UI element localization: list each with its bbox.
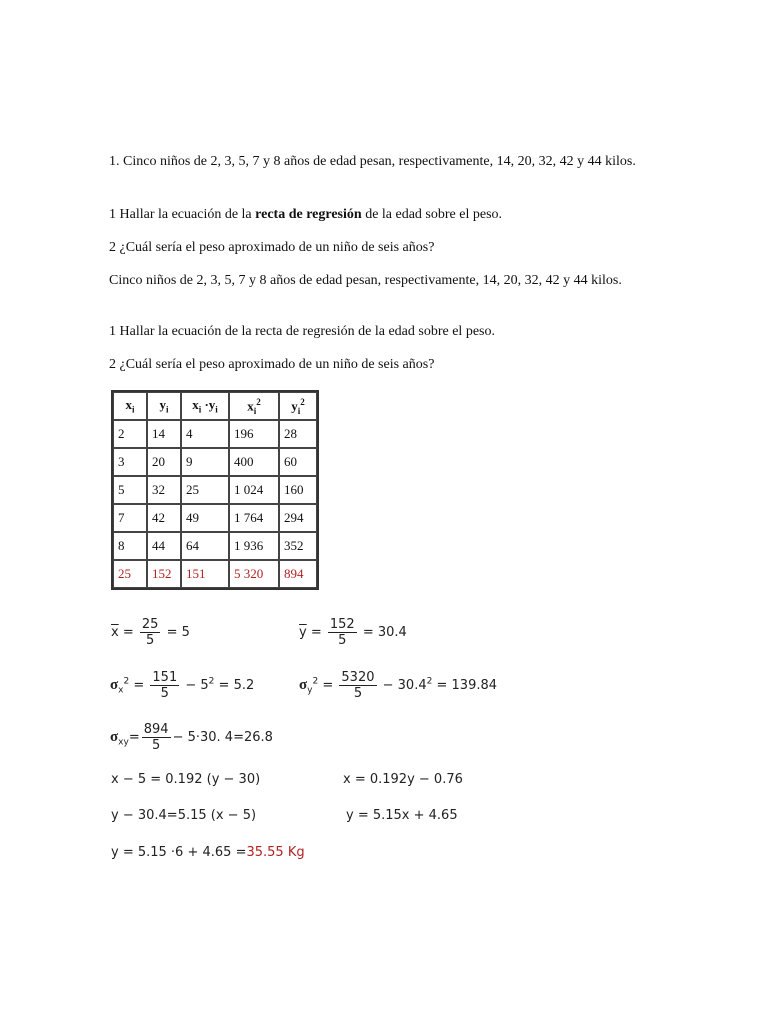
table-cell: 400 <box>229 448 279 476</box>
problem-statement-repeat: Cinco niños de 2, 3, 5, 7 y 8 años de edad pesan, respectivamente, 14, 20, 32, 42 y 44 kilos. <box>109 273 622 288</box>
task-2-repeat: 2 ¿Cuál sería el peso aproximado de un niño de seis años? <box>109 357 435 372</box>
total-cell: 5 320 <box>229 560 279 588</box>
task-1-repeat: 1 Hallar la ecuación de la recta de regresión de la edad sobre el peso. <box>109 324 495 339</box>
header-yi: $y_i$ <box>147 392 181 420</box>
total-cell: 151 <box>181 560 229 588</box>
regression-result-x: x = 0.192y − 0.76 <box>343 772 463 787</box>
total-cell: 894 <box>279 560 317 588</box>
regression-line-x-on-y: x − 5 = 0.192 (y − 30) <box>111 772 261 787</box>
data-table <box>111 390 319 590</box>
table-cell: 7 <box>113 504 147 532</box>
table-cell: 42 <box>147 504 181 532</box>
table-cell: 32 <box>147 476 181 504</box>
table-cell: 64 <box>181 532 229 560</box>
header-xiyi: $x_i \cdot y_i$ <box>181 392 229 420</box>
table-cell: 28 <box>279 420 317 448</box>
mean-x-formula: $\overline{x}$ = $\frac{25}{5}$ = 5 <box>111 617 190 648</box>
table-cell: 14 <box>147 420 181 448</box>
table-cell: 2 <box>113 420 147 448</box>
regression-result-y: y = 5.15x + 4.65 <box>346 808 458 823</box>
table-cell: 1 936 <box>229 532 279 560</box>
table-cell: 44 <box>147 532 181 560</box>
regression-line-y-on-x: y − 30.4=5.15 (x − 5) <box>111 808 257 823</box>
table-row <box>113 420 317 448</box>
table-cell: 352 <box>279 532 317 560</box>
table-row <box>113 476 317 504</box>
table-cell: 3 <box>113 448 147 476</box>
table-cell: 196 <box>229 420 279 448</box>
table-totals-row <box>113 560 317 588</box>
problem-statement: 1. Cinco niños de 2, 3, 5, 7 y 8 años de edad pesan, respectivamente, 14, 20, 32, 42 y 44 kilos. <box>109 154 636 169</box>
table-cell: 60 <box>279 448 317 476</box>
task-1-suffix: de la edad sobre el peso. <box>361 207 503 222</box>
table-cell: 1 024 <box>229 476 279 504</box>
task-1-prefix: 1 Hallar la ecuación de la <box>109 207 256 222</box>
sigma-symbol: σ <box>110 729 119 745</box>
total-cell: 152 <box>147 560 181 588</box>
header-xi: $x_i$ <box>113 392 147 420</box>
table-cell: 20 <box>147 448 181 476</box>
table-header-row <box>113 392 317 420</box>
table-cell: 9 <box>181 448 229 476</box>
table-cell: 1 764 <box>229 504 279 532</box>
header-xi2: $x_i^2$ <box>229 392 279 420</box>
variance-x-formula: $\sigma_x^2$ = $\frac{151}{5}$ − $5^2 = 5.2$ <box>110 670 255 701</box>
table-cell: 8 <box>113 532 147 560</box>
task-1-bold: recta de regresión <box>255 207 362 222</box>
total-cell: 25 <box>113 560 147 588</box>
header-yi2: $y_i^2$ <box>279 392 317 420</box>
table-cell: 160 <box>279 476 317 504</box>
variance-y-formula: $\sigma_y^2$ = $\frac{5320}{5}$ − $30.4^2 = 139.84$ <box>299 670 498 701</box>
table-row <box>113 532 317 560</box>
task-2-weight: 2 ¿Cuál sería el peso aproximado de un niño de seis años? <box>109 240 435 255</box>
table-cell: 25 <box>181 476 229 504</box>
sigma-symbol: σ <box>299 677 308 693</box>
covariance-formula: $\sigma_{xy}=$ $\frac{894}{5}$ − 5·30. 4=26.8 <box>110 722 273 753</box>
table-cell: 49 <box>181 504 229 532</box>
table-row <box>113 448 317 476</box>
prediction-formula: y = 5.15 ·6 + 4.65 =35.55 Kg <box>111 845 305 860</box>
table-cell: 5 <box>113 476 147 504</box>
table-row <box>113 504 317 532</box>
task-1-regression <box>109 206 669 223</box>
mean-y-formula: $\overline{y}$ = $\frac{152}{5}$ = 30.4 <box>299 617 407 648</box>
table-cell: 294 <box>279 504 317 532</box>
table-cell: 4 <box>181 420 229 448</box>
prediction-result: 35.55 Kg <box>246 845 305 860</box>
sigma-symbol: σ <box>110 677 119 693</box>
